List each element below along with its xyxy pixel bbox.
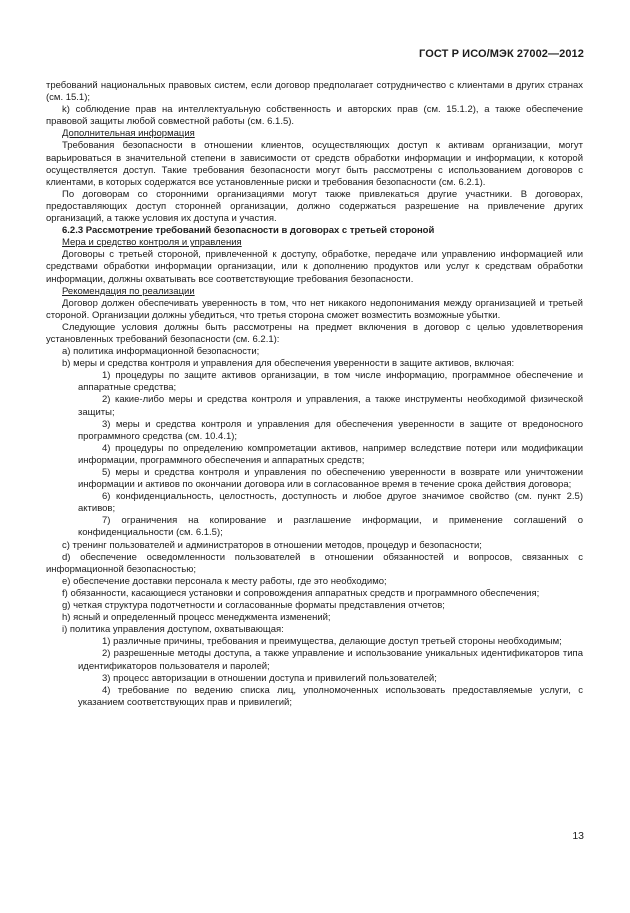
paragraph: e) обеспечение доставки персонала к месту работы, где это необходимо;	[62, 575, 387, 587]
paragraph: 4) требование по ведению списка лиц, уполномоченных использовать предоставляемые услуги, с указанием соответствующих прав и привилегий;	[78, 684, 583, 708]
paragraph: 4) процедуры по определению компрометации активов, например вследствие потери или модификации информации, программного обеспечения и аппаратных средств;	[78, 442, 583, 466]
subsection-label: Рекомендация по реализации	[62, 285, 195, 297]
paragraph: d) обеспечение осведомленности пользователей в отношении обязанностей и вопросов, связанных с информационной безопасностью;	[46, 551, 583, 575]
paragraph: 2) какие-либо меры и средства контроля и управления, а также инструменты необходимой физической защиты;	[78, 394, 583, 418]
paragraph: требований национальных правовых систем, если договор предполагает сотрудничество с клиентами в других странах (см. 15.1);	[46, 80, 583, 104]
paragraph: a) политика информационной безопасности;	[62, 346, 260, 358]
page-body	[46, 80, 583, 709]
paragraph: k) соблюдение прав на интеллектуальную собственность и авторских прав (см. 15.1.2), а также обеспечение правовой защиты любой совместной работы (см. 6.1.5).	[46, 104, 583, 128]
page-number: 13	[572, 830, 584, 842]
subsection-label: Дополнительная информация	[62, 128, 195, 140]
paragraph: 1) процедуры по защите активов организации, в том числе информацию, программное обеспечение и аппаратные средства;	[78, 370, 583, 394]
paragraph: 1) различные причины, требования и преимущества, делающие доступ третьей стороны необходимым;	[102, 636, 562, 648]
paragraph: Следующие условия должны быть рассмотрены на предмет включения в договор с целью удовлетворения установленных требований безопасности (см. 6.2.1):	[46, 321, 583, 345]
paragraph: h) ясный и определенный процесс менеджмента изменений;	[62, 612, 331, 624]
page-header-standard-code: ГОСТ Р ИСО/МЭК 27002—2012	[419, 48, 584, 60]
paragraph: 7) ограничения на копирование и разглашение информации, и применение соглашений о конфиденциальности (см. 6.1.5);	[78, 515, 583, 539]
paragraph: 2) разрешенные методы доступа, а также управление и использование уникальных идентификаторов типа идентификаторов пользователя и паролей;	[78, 648, 583, 672]
paragraph: Требования безопасности в отношении клиентов, осуществляющих доступ к активам организации, могут варьироваться в значительной степени в зависимости от средств обработки информации и информации, к которой осуществляется доступ. Такие требования безопасности могут быть рассмотрены с использованием договоров с клиентами, в которых содержатся все установленные риски и требования безопасности (см. 6.2.1).	[46, 140, 583, 188]
paragraph: 5) меры и средства контроля и управления по обеспечению уверенности в возврате или уничтожении информации и активов по окончании договора или в согласованное время в течение срока действия договора;	[78, 467, 583, 491]
subsection-label: Мера и средство контроля и управления	[62, 237, 242, 249]
paragraph: Договор должен обеспечивать уверенность в том, что нет никакого недопонимания между организацией и третьей стороной. Организации должны убедиться, что третья сторона сможет возместить возможные убытки.	[46, 297, 583, 321]
paragraph: g) четкая структура подотчетности и согласованные форматы представления отчетов;	[62, 600, 445, 612]
paragraph: Договоры с третьей стороной, привлеченной к доступу, обработке, передаче или управлению информацией или средствами обработки информации организации, или к дополнению продуктов или услуг к средствам обработки информации, должны охватывать все соответствующие требования безопасности.	[46, 249, 583, 285]
paragraph: 3) процесс авторизации в отношении доступа и привилегий пользователей;	[102, 672, 437, 684]
paragraph: 3) меры и средства контроля и управления для обеспечения уверенности в защите от вредоносного программного средства (см. 10.4.1);	[78, 418, 583, 442]
section-heading: 6.2.3 Рассмотрение требований безопасности в договорах с третьей стороной	[62, 225, 435, 237]
paragraph: 6) конфиденциальность, целостность, доступность и любое другое значимое свойство (см. пункт 2.5) активов;	[78, 491, 583, 515]
paragraph: f) обязанности, касающиеся установки и сопровождения аппаратных средств и программного обеспечения;	[62, 587, 540, 599]
paragraph: c) тренинг пользователей и администраторов в отношении методов, процедур и безопасности;	[62, 539, 482, 551]
paragraph: i) политика управления доступом, охватывающая:	[62, 624, 284, 636]
paragraph: b) меры и средства контроля и управления для обеспечения уверенности в защите активов, включая:	[62, 358, 515, 370]
paragraph: По договорам со сторонними организациями могут также привлекаться другие участники. В договорах, предоставляющих доступ сторонней организации, должно содержаться разрешение на привлечение других организаций, а также условия их доступа и участия.	[46, 188, 583, 225]
